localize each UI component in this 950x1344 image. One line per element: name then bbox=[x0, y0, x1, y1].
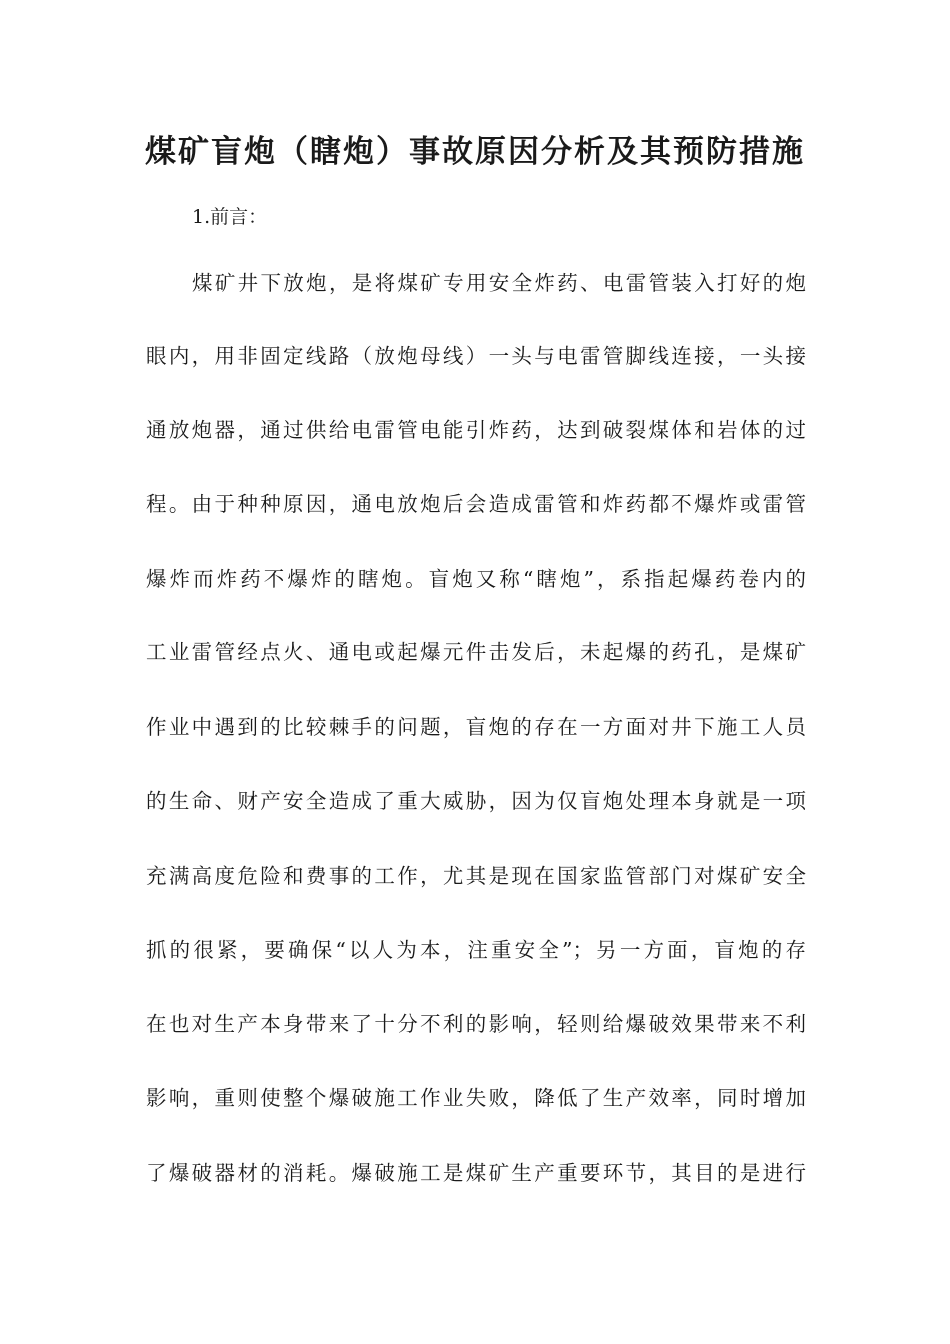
paragraph-line: 程。由于种种原因，通电放炮后会造成雷管和炸药都不爆炸或雷管 bbox=[146, 492, 806, 516]
paragraph-line: 抓的很紧，要确保“以人为本，注重安全”；另一方面，盲炮的存 bbox=[146, 938, 806, 962]
paragraph-line: 眼内，用非固定线路（放炮母线）一头与电雷管脚线连接，一头接 bbox=[146, 344, 806, 368]
paragraph-line: 爆炸而炸药不爆炸的瞎炮。盲炮又称“瞎炮”，系指起爆药卷内的 bbox=[146, 567, 806, 591]
section-heading: 1.前言： bbox=[192, 206, 268, 228]
paragraph-line: 通放炮器，通过供给电雷管电能引炸药，达到破裂煤体和岩体的过 bbox=[146, 418, 806, 442]
paragraph-line: 的生命、财产安全造成了重大威胁，因为仅盲炮处理本身就是一项 bbox=[146, 789, 806, 813]
paragraph-line: 充满高度危险和费事的工作，尤其是现在国家监管部门对煤矿安全 bbox=[146, 864, 806, 888]
paragraph-line: 工业雷管经点火、通电或起爆元件击发后，未起爆的药孔，是煤矿 bbox=[146, 640, 806, 664]
paragraph-line: 了爆破器材的消耗。爆破施工是煤矿生产重要环节，其目的是进行 bbox=[146, 1161, 806, 1185]
paragraph-line: 作业中遇到的比较棘手的问题，盲炮的存在一方面对井下施工人员 bbox=[146, 715, 806, 739]
paragraph-line: 影响，重则使整个爆破施工作业失败，降低了生产效率，同时增加 bbox=[146, 1086, 806, 1110]
paragraph-line: 在也对生产本身带来了十分不利的影响，轻则给爆破效果带来不利 bbox=[146, 1012, 806, 1036]
paragraph-line: 煤矿井下放炮，是将煤矿专用安全炸药、电雷管装入打好的炮 bbox=[192, 271, 806, 295]
document-title: 煤矿盲炮（瞎炮）事故原因分析及其预防措施 bbox=[145, 134, 805, 170]
